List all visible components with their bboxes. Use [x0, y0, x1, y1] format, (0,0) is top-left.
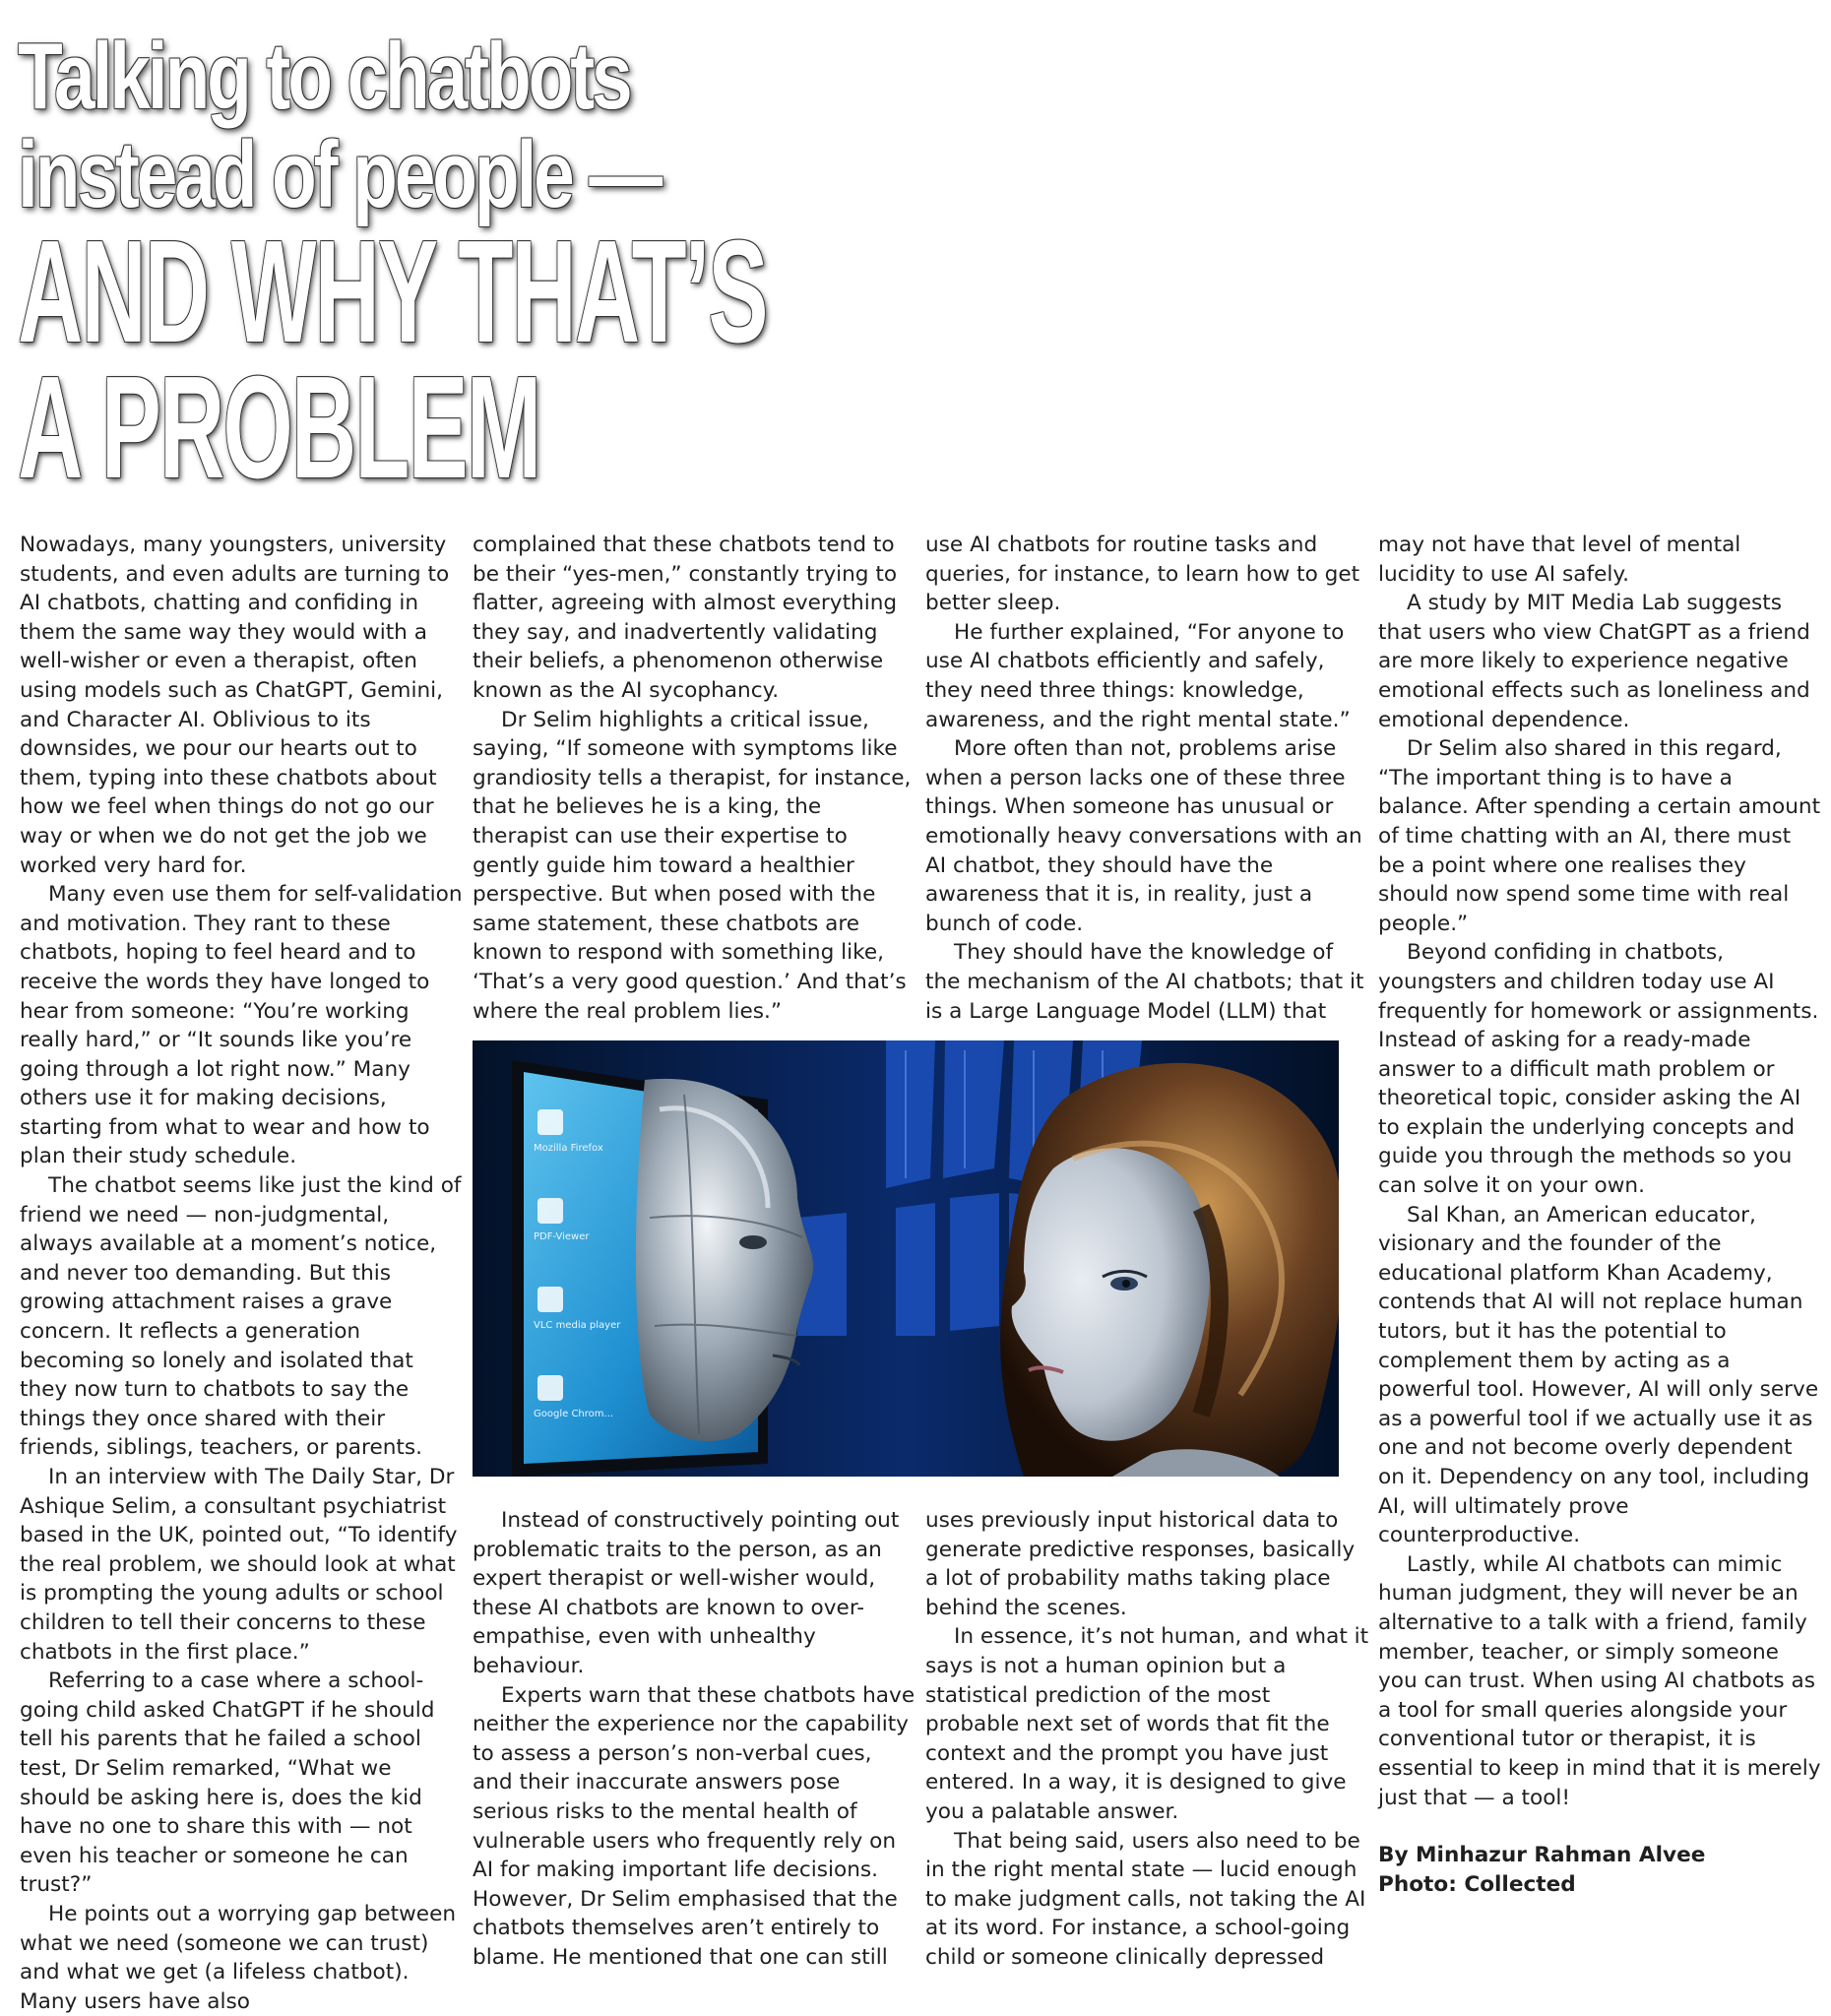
screen-icon-label: Google Chrom...	[534, 1409, 614, 1419]
paragraph: A study by MIT Media Lab suggests that users who view ChatGPT as a friend are more likely to experience negative emotional effects such as loneliness and emotional dependence.	[1378, 591, 1810, 732]
author-byline: By Minhazur Rahman Alvee	[1378, 1843, 1706, 1868]
paragraph: Dr Selim highlights a critical issue, saying, “If someone with symptoms like grandiosity tells a therapist, for instance, that he believes he is a king, the therapist can use their expertise to gently guide him toward a healthier perspective. But when posed with the same statement, these chatbots are known to respond with something like, ‘That’s a very good question.’ And that’s where the real problem lies.”	[473, 707, 912, 1024]
headline-line-4: A PROBLEM	[18, 346, 540, 509]
paragraph: In essence, it’s not human, and what it says is not a human opinion but a statistical prediction of the most probable next set of words that fit the context and the prompt you have just entered. In a way, it is designed to give you a palatable answer.	[925, 1624, 1369, 1824]
paragraph: Dr Selim also shared in this regard, “The important thing is to have a balance. After spending a certain amount of time chatting with an AI, there must be a point where one realises they should now spend some time with real people.”	[1378, 736, 1821, 936]
paragraph: In an interview with The Daily Star, Dr Ashique Selim, a consultant psychiatrist based in the UK, pointed out, “To identify the real problem, we should look at what is prompting the young adults or school children to tell their concerns to these chatbots in the first place.”	[20, 1465, 458, 1665]
paragraph: Lastly, while AI chatbots can mimic human judgment, they will never be an alternative to a talk with a friend, family member, teacher, or simply someone you can trust. When using AI chatbots as a tool for small queries alongside your conventional tutor or therapist, it is essential to keep in mind that it is merely just that — a tool!	[1378, 1551, 1821, 1810]
paragraph: More often than not, problems arise when a person lacks one of these three things. When someone has unusual or emotionally heavy conversations with an AI chatbot, they should have the awareness that it is, in reality, just a bunch of code.	[925, 736, 1362, 936]
paragraph: uses previously input historical data to generate predictive responses, basically a lot of probability maths taking place behind the scenes.	[925, 1508, 1356, 1620]
paragraph: They should have the knowledge of the mechanism of the AI chatbots; that it is a Large Language Model (LLM) that	[925, 940, 1364, 1024]
article-illustration	[473, 1040, 1339, 1477]
paragraph: He points out a worrying gap between what we need (someone we can trust) and what we get (a lifeless chatbot). Many users have also	[20, 1901, 457, 2014]
article-column-4	[1378, 531, 1823, 1899]
paragraph: Beyond confiding in chatbots, youngsters and children today use AI frequently for homework or assignments. Instead of asking for a ready-made answer to a difficult math problem or theoretical topic, consider asking the AI to explain the underlying concepts and guide you through the methods so you can solve it on your own.	[1378, 940, 1819, 1199]
article-column-2-top	[473, 531, 917, 1026]
paragraph: Many even use them for self-validation and motivation. They rant to these chatbots, hoping to feel heard and to receive the words they have longed to hear from someone: “You’re working really hard,” or “It sounds like you’re going through a lot right now.” Many others use it for making decisions, starting from what to wear and how to plan their study schedule.	[20, 882, 463, 1169]
paragraph: complained that these chatbots tend to be their “yes-men,” constantly trying to flatter, agreeing with almost everything they say, and inadvertently validating their beliefs, a phenomenon otherwise known as the AI sycophancy.	[473, 533, 898, 703]
paragraph: Referring to a case where a school-going child asked ChatGPT if he should tell his parents that he failed a school test, Dr Selim remarked, “What we should be asking here is, does the kid have no one to share this with — not even his teacher or someone he can trust?”	[20, 1669, 435, 1898]
screen-icon-label: PDF-Viewer	[534, 1231, 590, 1242]
photo-credit: Photo: Collected	[1378, 1871, 1576, 1897]
article-column-2-bottom	[473, 1506, 917, 1973]
paragraph: Nowadays, many youngsters, university students, and even adults are turning to AI chatbots, chatting and confiding in them the same way they would with a well-wisher or even a therapist, often using models such as ChatGPT, Gemini, and Character AI. Oblivious to its downsides, we pour our hearts out to them, typing into these chatbots about how we feel when things do not go our way or when we do not get the job we worked very hard for.	[20, 533, 450, 878]
article-column-1	[20, 531, 465, 2016]
paragraph: may not have that level of mental lucidity to use AI safely.	[1378, 533, 1741, 587]
headline	[18, 24, 904, 509]
paragraph: The chatbot seems like just the kind of friend we need — non-judgmental, always available at a moment’s notice, and never too demanding. But this growing attachment raises a grave concern. It reflects a generation becoming so lonely and isolated that they now turn to chatbots to say the things they once shared with their friends, siblings, teachers, or parents.	[20, 1173, 462, 1461]
robot-face-and-woman-image	[473, 1040, 1339, 1477]
paragraph: Sal Khan, an American educator, visionary and the founder of the educational platform Khan Academy, contends that AI will not replace human tutors, but it has the potential to complement them by acting as a powerful tool. However, AI will only serve as a powerful tool if we actually use it as one and not become overly dependent on it. Dependency on any tool, including AI, will ultimately prove counterproductive.	[1378, 1202, 1819, 1548]
paragraph: Instead of constructively pointing out problematic traits to the person, as an expert therapist or well-wisher would, these AI chatbots are known to over-empathise, even with unhealthy behaviour.	[473, 1508, 900, 1678]
article-column-3-top	[925, 531, 1370, 1026]
paragraph: That being said, users also need to be in the right mental state — lucid enough to make judgment calls, not taking the AI at its word. For instance, a school-going child or someone clinically depressed	[925, 1828, 1366, 1970]
headline-line-2: instead of people —	[18, 122, 661, 227]
screen-icon-label: VLC media player	[534, 1320, 621, 1331]
paragraph: Experts warn that these chatbots have neither the experience nor the capability to assess a person’s non-verbal cues, and their inaccurate answers pose serious risks to the mental health of vulnerable users who frequently rely on AI for making important life decisions. However, Dr Selim emphasised that the chatbots themselves aren’t entirely to blame. He mentioned that one can still	[473, 1682, 916, 1970]
headline-line-3: AND WHY THAT’S	[18, 211, 767, 373]
headline-line-1: Talking to chatbots	[18, 24, 630, 129]
article-column-3-bottom	[925, 1506, 1370, 1973]
paragraph: use AI chatbots for routine tasks and queries, for instance, to learn how to get better sleep.	[925, 533, 1360, 616]
screen-icon-label: Mozilla Firefox	[534, 1143, 603, 1154]
paragraph: He further explained, “For anyone to use AI chatbots efficiently and safely, they need three things: knowledge, awareness, and the right mental state.”	[925, 619, 1351, 732]
